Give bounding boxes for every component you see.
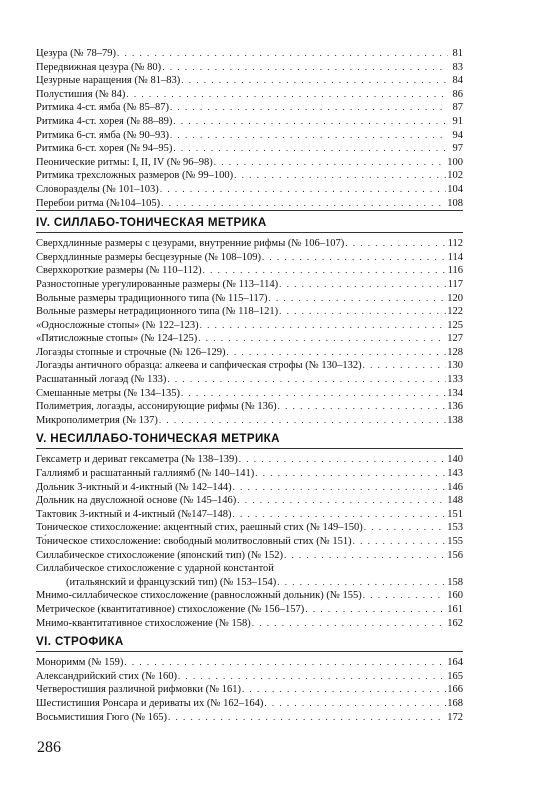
toc-entry-page: 100 <box>447 156 463 168</box>
toc-entry <box>36 453 463 467</box>
toc-entry-title: Восьмистишия Гюго (№ 165) <box>36 711 167 723</box>
toc-entry <box>36 549 463 563</box>
toc-entry-page: 166 <box>447 684 463 696</box>
dot-leader <box>239 453 447 467</box>
dot-leader <box>162 61 448 75</box>
toc-entry-page: 108 <box>447 197 463 209</box>
toc-entry-title: Вольные размеры традиционного типа (№ 115–117) <box>36 292 268 304</box>
toc-entry-page: 161 <box>447 603 463 615</box>
toc-entry-page: 130 <box>447 360 463 372</box>
toc-entry <box>36 251 463 265</box>
dot-leader <box>159 414 446 428</box>
toc-entry <box>36 88 463 102</box>
table-of-contents <box>36 47 463 724</box>
toc-entry <box>36 61 463 75</box>
toc-entry-title: Дольник 3-иктный и 4-иктный (№ 142–144) <box>36 481 232 493</box>
toc-entry-page: 86 <box>452 88 463 100</box>
toc-entry <box>36 74 463 88</box>
toc-entry-title: Пеонические ритмы: I, II, IV (№ 96–98) <box>36 156 213 168</box>
toc-entry-page: 127 <box>447 333 463 345</box>
dot-leader <box>279 278 446 292</box>
toc-entry <box>36 414 463 428</box>
dot-leader <box>161 197 446 211</box>
toc-entry-title: Четверостишия различной рифмовки (№ 161) <box>36 684 241 696</box>
toc-entry-title: То́ническое стихосложение: свободный молитвословный стих (№ 151) <box>36 536 352 547</box>
dot-leader <box>255 467 446 481</box>
toc-entry-title: Сверхдлинные размеры бесцезурные (№ 108–109) <box>36 251 261 263</box>
toc-entry-title: «Односложные стопы» (№ 122–123) <box>36 319 199 331</box>
toc-entry-page: 120 <box>447 292 463 304</box>
toc-entry-page: 87 <box>452 102 463 114</box>
toc-entry <box>36 237 463 251</box>
toc-entry-page: 136 <box>447 401 463 413</box>
dot-leader <box>278 400 447 414</box>
toc-entry-title: (итальянский и французский тип) (№ 153–154) <box>66 576 277 588</box>
dot-leader <box>198 332 446 346</box>
toc-entry <box>36 278 463 292</box>
toc-entry-title: Цезурные наращения (№ 81–83) <box>36 75 181 87</box>
dot-leader <box>181 74 448 88</box>
toc-entry-title: Гексаметр и дериват гексаметра (№ 138–139) <box>36 454 238 466</box>
dot-leader <box>353 535 447 549</box>
toc-entry-page: 128 <box>447 346 463 358</box>
toc-entry-page: 112 <box>447 238 463 250</box>
toc-entry <box>36 305 463 319</box>
section-heading: VI. СТРОФИКА <box>36 635 463 652</box>
dot-leader <box>160 183 446 197</box>
toc-entry-page: 155 <box>447 536 463 547</box>
toc-entry <box>36 346 463 360</box>
dot-leader <box>200 319 447 333</box>
page-number: 286 <box>37 739 61 756</box>
toc-entry <box>36 617 463 631</box>
dot-leader <box>242 683 446 697</box>
toc-entry <box>36 292 463 306</box>
toc-section <box>36 216 463 427</box>
toc-entry-title: «Пятисложные стопы» (№ 124–125) <box>36 333 198 345</box>
section-heading: IV. СИЛЛАБО-ТОНИЧЕСКАЯ МЕТРИКА <box>36 216 463 233</box>
dot-leader <box>268 292 446 306</box>
toc-entry-title: Тоническое стихосложение: акцентный стих, раешный стих (№ 149–150) <box>36 522 363 534</box>
toc-entry <box>36 359 463 373</box>
toc-entry-title: Вольные размеры нетрадиционного типа (№ 118–121) <box>36 306 279 318</box>
toc-entry-title: Мнимо-силлабическое стихосложение (равносложный дольник) (№ 155) <box>36 590 362 602</box>
toc-entry-title: Словоразделы (№ 101–103) <box>36 183 159 195</box>
toc-entry-title: Полустишия (№ 84) <box>36 88 126 100</box>
toc-entry-title: Ритмика 6-ст. хорея (№ 94–95) <box>36 143 173 155</box>
toc-entry-page: 151 <box>447 508 463 520</box>
toc-entry <box>36 603 463 617</box>
toc-entry-page: 156 <box>447 549 463 561</box>
toc-entry-page: 146 <box>447 481 463 493</box>
dot-leader <box>345 237 446 251</box>
dot-leader <box>264 697 446 711</box>
dot-leader <box>124 656 446 670</box>
toc-entry-title: Смешанные метры (№ 134–135) <box>36 387 180 399</box>
toc-entry <box>36 183 463 197</box>
toc-entry <box>36 197 463 211</box>
toc-entry-page: 153 <box>447 522 463 534</box>
toc-entry <box>36 101 463 115</box>
toc-entry-page: 102 <box>447 170 463 182</box>
dot-leader <box>214 156 447 170</box>
toc-entry-title: Цезура (№ 78–79) <box>36 48 116 59</box>
dot-leader <box>279 305 446 319</box>
dot-leader <box>233 481 447 495</box>
toc-entry <box>36 156 463 170</box>
toc-entry-line: Силлабическое стихосложение с ударной константой <box>36 563 274 575</box>
toc-entry-title: Ритмика трехсложных размеров (№ 99–100) <box>36 170 234 182</box>
toc-entry <box>36 387 463 401</box>
toc-entry <box>36 142 463 156</box>
toc-entry-title: Микрополиметрия (№ 137) <box>36 414 158 426</box>
toc-entry-title: Сверхдлинные размеры с цезурами, внутренние рифмы (№ 106–107) <box>36 238 345 250</box>
toc-entry <box>36 467 463 481</box>
dot-leader <box>234 169 446 183</box>
toc-entry-page: 164 <box>447 657 463 669</box>
toc-entry-page: 162 <box>447 617 463 629</box>
toc-entry <box>36 47 463 61</box>
toc-entry-page: 116 <box>447 265 463 277</box>
toc-entry <box>36 319 463 333</box>
toc-section <box>36 432 463 630</box>
dot-leader <box>167 373 446 387</box>
dot-leader <box>237 494 446 508</box>
dot-leader <box>173 142 448 156</box>
toc-entry-page: 125 <box>447 319 463 331</box>
toc-entry <box>36 670 463 684</box>
dot-leader <box>284 549 446 563</box>
toc-entry-title: Передвижная цезура (№ 80) <box>36 61 162 73</box>
toc-entry-page: 134 <box>447 387 463 399</box>
toc-entry-title: Шестистишия Ронсара и дериваты их (№ 162–164) <box>36 697 264 709</box>
toc-entry-page: 83 <box>452 61 463 73</box>
toc-entry-page: 133 <box>447 374 463 386</box>
toc-entry-title: Моноримм (№ 159) <box>36 657 124 669</box>
toc-section <box>36 635 463 724</box>
dot-leader <box>232 508 446 522</box>
toc-entry-page: 91 <box>452 115 463 127</box>
dot-leader <box>181 387 446 401</box>
dot-leader <box>173 115 448 129</box>
toc-entry-page: 104 <box>447 183 463 195</box>
dot-leader <box>126 88 448 102</box>
dot-leader <box>178 670 446 684</box>
toc-entry-page: 84 <box>452 75 463 87</box>
toc-entry-page: 140 <box>447 454 463 466</box>
toc-entry <box>36 264 463 278</box>
toc-entry-title: Силлабическое стихосложение (японский тип) (№ 152) <box>36 549 284 561</box>
toc-entry <box>36 129 463 143</box>
dot-leader <box>252 617 447 631</box>
dot-leader <box>305 603 446 617</box>
toc-entry-page: 94 <box>452 129 463 141</box>
toc-entry-page: 143 <box>447 468 463 480</box>
dot-leader <box>170 101 448 115</box>
toc-entry-page: 114 <box>447 251 463 263</box>
toc-entry-title: Перебои ритма (№104–105) <box>36 197 161 209</box>
dot-leader <box>363 589 447 603</box>
toc-entry-title: Дольник на двусложной основе (№ 145–146) <box>36 495 237 507</box>
toc-entry-title: Логаэды стопные и строчные (№ 126–129) <box>36 346 226 358</box>
toc-entry-page: 97 <box>452 143 463 155</box>
toc-entry-title: Расшатанный логаэд (№ 133) <box>36 374 167 386</box>
toc-entry-page: 168 <box>447 697 463 709</box>
dot-leader <box>363 359 447 373</box>
toc-entry-title: Метрическое (квантитативное) стихосложение (№ 156–157) <box>36 603 305 615</box>
toc-entry <box>36 576 463 590</box>
toc-entry-title: Ритмика 4-ст. хорея (№ 88–89) <box>36 115 173 127</box>
dot-leader <box>226 346 446 360</box>
toc-entry <box>36 656 463 670</box>
toc-entry <box>36 332 463 346</box>
dot-leader <box>168 711 446 725</box>
section-heading: V. НЕСИЛЛАБО-ТОНИЧЕСКАЯ МЕТРИКА <box>36 432 463 449</box>
toc-entry <box>36 169 463 183</box>
toc-entry <box>36 589 463 603</box>
dot-leader <box>262 251 447 265</box>
toc-entry-title: Ритмика 6-ст. ямба (№ 90–93) <box>36 129 169 141</box>
toc-entry <box>36 697 463 711</box>
toc-entry <box>36 400 463 414</box>
toc-entry-title: Александрийский стих (№ 160) <box>36 670 177 682</box>
toc-entry-title: Ритмика 4-ст. ямба (№ 85–87) <box>36 102 169 114</box>
dot-leader <box>117 47 448 61</box>
dot-leader <box>364 521 446 535</box>
dot-leader <box>277 576 446 590</box>
toc-entry-page: 117 <box>447 278 463 290</box>
dot-leader <box>170 129 448 143</box>
toc-entry <box>36 683 463 697</box>
toc-section <box>36 47 463 211</box>
toc-entry-title: Разностопные урегулированные размеры (№ 113–114) <box>36 278 279 290</box>
toc-entry <box>36 494 463 508</box>
toc-entry-title: Логаэды античного образца: алкеева и сапфическая строфы (№ 130–132) <box>36 360 362 372</box>
toc-entry <box>36 711 463 725</box>
toc-entry-title: Полиметрия, логаэды, ассонирующие рифмы (№ 136) <box>36 401 277 413</box>
toc-entry <box>36 535 463 549</box>
dot-leader <box>203 264 447 278</box>
toc-entry <box>36 508 463 522</box>
toc-entry-page: 158 <box>447 576 463 588</box>
toc-entry-page: 172 <box>447 711 463 723</box>
toc-entry-page: 138 <box>447 414 463 426</box>
toc-entry-title: Мнимо-квантитативное стихосложение (№ 158) <box>36 617 251 629</box>
toc-entry-page: 122 <box>447 306 463 318</box>
toc-entry <box>36 481 463 495</box>
toc-entry-title: Тактовик 3-иктный и 4-иктный (№147–148) <box>36 508 232 520</box>
toc-entry-title: Галлиямб и расшатанный галлиямб (№ 140–141) <box>36 468 255 480</box>
toc-entry-page: 81 <box>452 48 463 59</box>
toc-entry-page: 160 <box>447 590 463 602</box>
toc-entry-page: 165 <box>447 670 463 682</box>
toc-entry-title: Сверхкороткие размеры (№ 110–112) <box>36 265 202 277</box>
toc-entry <box>36 373 463 387</box>
toc-entry <box>36 115 463 129</box>
toc-entry-page: 148 <box>447 495 463 507</box>
toc-entry <box>36 521 463 535</box>
